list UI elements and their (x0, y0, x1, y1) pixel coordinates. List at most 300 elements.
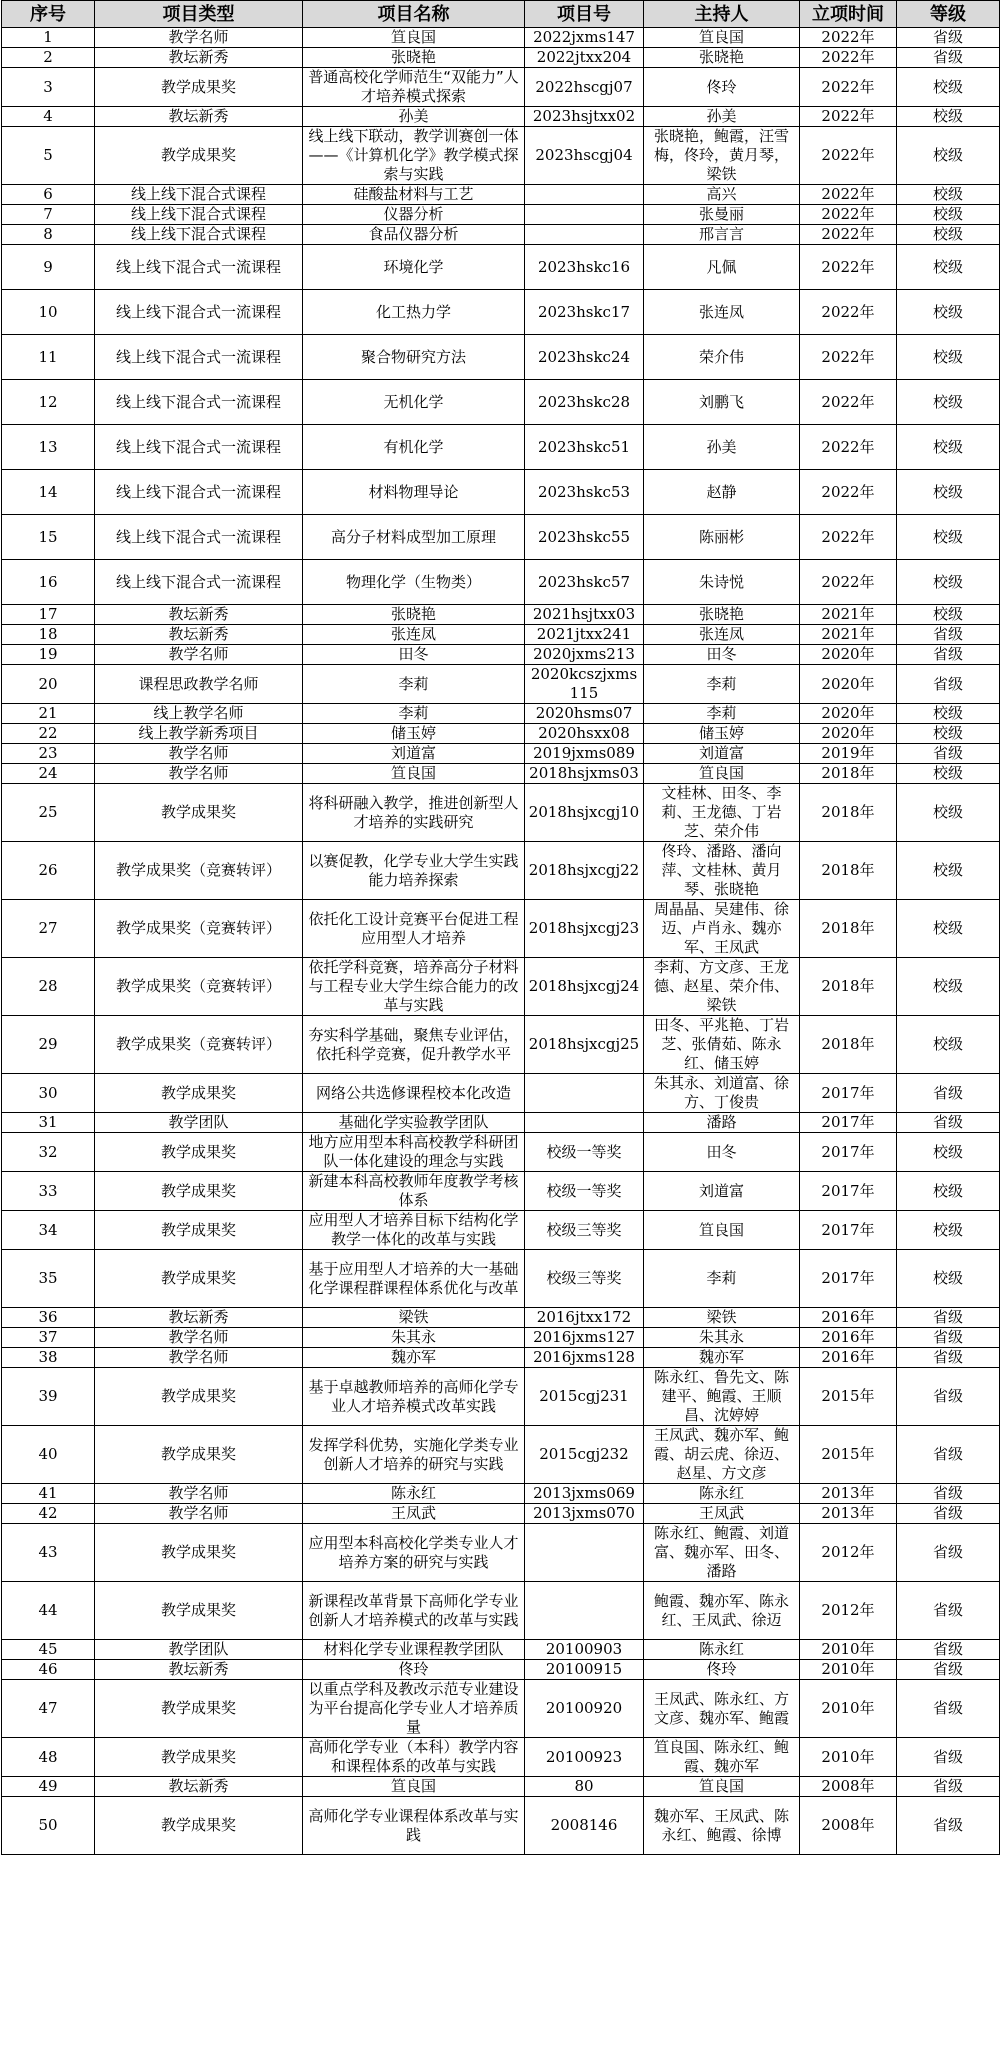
cell-host: 魏亦军 (644, 1348, 800, 1368)
cell-type: 教学成果奖（竞赛转评） (95, 1016, 303, 1074)
cell-index: 28 (2, 958, 95, 1016)
cell-level: 省级 (897, 645, 1000, 665)
cell-year: 2018年 (800, 958, 897, 1016)
table-row (2, 1074, 1000, 1113)
cell-year: 2020年 (800, 704, 897, 724)
cell-level: 校级 (897, 290, 1000, 335)
cell-index: 49 (2, 1777, 95, 1797)
cell-code (525, 1074, 644, 1113)
cell-year: 2022年 (800, 48, 897, 68)
cell-name: 以重点学科及教改示范专业建设为平台提高化学专业人才培养质量 (303, 1680, 525, 1738)
cell-host: 魏亦军、王凤武、陈永红、鲍霞、徐博 (644, 1797, 800, 1855)
table-row (2, 724, 1000, 744)
cell-index: 26 (2, 842, 95, 900)
cell-level: 省级 (897, 1640, 1000, 1660)
cell-index: 35 (2, 1250, 95, 1308)
cell-name: 李莉 (303, 704, 525, 724)
cell-host: 张晓艳 (644, 605, 800, 625)
cell-type: 课程思政教学名师 (95, 665, 303, 704)
cell-type: 线上线下混合式课程 (95, 225, 303, 245)
cell-level: 校级 (897, 470, 1000, 515)
header-year: 立项时间 (800, 1, 897, 28)
cell-level: 校级 (897, 68, 1000, 107)
cell-host: 李莉 (644, 1250, 800, 1308)
cell-level: 校级 (897, 1211, 1000, 1250)
cell-host: 田冬、平兆艳、丁岩芝、张倩茹、陈永红、储玉婷 (644, 1016, 800, 1074)
cell-level: 校级 (897, 842, 1000, 900)
cell-host: 凡佩 (644, 245, 800, 290)
cell-type: 线上线下混合式一流课程 (95, 425, 303, 470)
cell-index: 8 (2, 225, 95, 245)
cell-type: 教学成果奖 (95, 784, 303, 842)
cell-type: 教学成果奖 (95, 127, 303, 185)
cell-index: 32 (2, 1133, 95, 1172)
cell-host: 笪良国 (644, 764, 800, 784)
table-row (2, 127, 1000, 185)
cell-name: 依托学科竞赛，培养高分子材料与工程专业大学生综合能力的改革与实践 (303, 958, 525, 1016)
cell-level: 省级 (897, 1738, 1000, 1777)
cell-type: 教学成果奖 (95, 1250, 303, 1308)
table-row (2, 515, 1000, 560)
cell-year: 2022年 (800, 185, 897, 205)
table-row (2, 1348, 1000, 1368)
cell-index: 2 (2, 48, 95, 68)
cell-host: 文桂林、田冬、李莉、王龙德、丁岩芝、荣介伟 (644, 784, 800, 842)
cell-index: 37 (2, 1328, 95, 1348)
cell-index: 16 (2, 560, 95, 605)
cell-year: 2018年 (800, 784, 897, 842)
cell-host: 张晓艳，鲍霞，汪雪梅，佟玲，黄月琴，梁铁 (644, 127, 800, 185)
cell-host: 刘道富 (644, 1172, 800, 1211)
cell-host: 孙美 (644, 107, 800, 127)
table-row (2, 245, 1000, 290)
cell-name: 发挥学科优势，实施化学类专业创新人才培养的研究与实践 (303, 1426, 525, 1484)
cell-host: 李莉、方文彦、王龙德、赵星、荣介伟、梁铁 (644, 958, 800, 1016)
cell-host: 佟玲 (644, 1660, 800, 1680)
cell-code (525, 185, 644, 205)
cell-host: 王凤武、陈永红、方文彦、魏亦军、鲍霞 (644, 1680, 800, 1738)
cell-name: 魏亦军 (303, 1348, 525, 1368)
cell-year: 2022年 (800, 205, 897, 225)
cell-code: 20100920 (525, 1680, 644, 1738)
table-row (2, 1211, 1000, 1250)
table-row (2, 48, 1000, 68)
table-row (2, 205, 1000, 225)
cell-code (525, 1113, 644, 1133)
table-row (2, 1368, 1000, 1426)
cell-code: 2018hsjxms03 (525, 764, 644, 784)
header-level: 等级 (897, 1, 1000, 28)
cell-type: 教学成果奖 (95, 1368, 303, 1426)
cell-host: 陈永红 (644, 1640, 800, 1660)
table-row (2, 1172, 1000, 1211)
table-row (2, 425, 1000, 470)
table-row (2, 185, 1000, 205)
cell-year: 2017年 (800, 1211, 897, 1250)
cell-host: 陈永红 (644, 1484, 800, 1504)
cell-name: 高分子材料成型加工原理 (303, 515, 525, 560)
table-row (2, 1777, 1000, 1797)
cell-name: 夯实科学基础，聚焦专业评估，依托科学竞赛，促升教学水平 (303, 1016, 525, 1074)
cell-host: 笪良国 (644, 28, 800, 48)
table-row (2, 665, 1000, 704)
cell-year: 2010年 (800, 1680, 897, 1738)
cell-type: 教学成果奖 (95, 1680, 303, 1738)
cell-index: 20 (2, 665, 95, 704)
cell-index: 27 (2, 900, 95, 958)
table-row (2, 900, 1000, 958)
table-row (2, 1113, 1000, 1133)
cell-host: 储玉婷 (644, 724, 800, 744)
cell-type: 线上线下混合式一流课程 (95, 380, 303, 425)
cell-index: 9 (2, 245, 95, 290)
cell-name: 依托化工设计竞赛平台促进工程应用型人才培养 (303, 900, 525, 958)
cell-year: 2017年 (800, 1133, 897, 1172)
cell-host: 笪良国 (644, 1777, 800, 1797)
cell-host: 笪良国 (644, 1211, 800, 1250)
cell-name: 朱其永 (303, 1328, 525, 1348)
cell-name: 梁铁 (303, 1308, 525, 1328)
cell-code: 2021jtxx241 (525, 625, 644, 645)
cell-code: 校级三等奖 (525, 1250, 644, 1308)
cell-index: 41 (2, 1484, 95, 1504)
table-row (2, 335, 1000, 380)
cell-name: 物理化学（生物类） (303, 560, 525, 605)
cell-year: 2012年 (800, 1582, 897, 1640)
table-row (2, 1250, 1000, 1308)
cell-type: 教学成果奖 (95, 68, 303, 107)
cell-level: 校级 (897, 784, 1000, 842)
cell-name: 佟玲 (303, 1660, 525, 1680)
cell-level: 省级 (897, 1368, 1000, 1426)
cell-index: 36 (2, 1308, 95, 1328)
cell-year: 2013年 (800, 1484, 897, 1504)
cell-level: 省级 (897, 744, 1000, 764)
cell-name: 基础化学实验教学团队 (303, 1113, 525, 1133)
cell-index: 45 (2, 1640, 95, 1660)
cell-host: 荣介伟 (644, 335, 800, 380)
cell-year: 2022年 (800, 380, 897, 425)
cell-code: 2018hsjxcgj25 (525, 1016, 644, 1074)
cell-level: 省级 (897, 1797, 1000, 1855)
table-row (2, 625, 1000, 645)
cell-name: 材料化学专业课程教学团队 (303, 1640, 525, 1660)
cell-host: 朱诗悦 (644, 560, 800, 605)
cell-code: 校级一等奖 (525, 1133, 644, 1172)
table-row (2, 28, 1000, 48)
cell-type: 线上线下混合式一流课程 (95, 245, 303, 290)
table-row (2, 1426, 1000, 1484)
cell-host: 朱其永、刘道富、徐方、丁俊贵 (644, 1074, 800, 1113)
cell-year: 2022年 (800, 560, 897, 605)
cell-name: 高师化学专业课程体系改革与实践 (303, 1797, 525, 1855)
table-row (2, 1660, 1000, 1680)
cell-code: 2023hskc24 (525, 335, 644, 380)
cell-type: 教学成果奖 (95, 1738, 303, 1777)
cell-index: 46 (2, 1660, 95, 1680)
cell-name: 笪良国 (303, 1777, 525, 1797)
cell-code: 2020hsms07 (525, 704, 644, 724)
cell-year: 2022年 (800, 470, 897, 515)
cell-name: 将科研融入教学，推进创新型人才培养的实践研究 (303, 784, 525, 842)
cell-type: 线上线下混合式一流课程 (95, 290, 303, 335)
cell-level: 校级 (897, 107, 1000, 127)
cell-name: 新建本科高校教师年度教学考核体系 (303, 1172, 525, 1211)
cell-type: 线上教学新秀项目 (95, 724, 303, 744)
cell-host: 潘路 (644, 1113, 800, 1133)
cell-level: 校级 (897, 704, 1000, 724)
cell-index: 12 (2, 380, 95, 425)
cell-type: 教坛新秀 (95, 1777, 303, 1797)
cell-code: 2023hskc51 (525, 425, 644, 470)
cell-type: 教学名师 (95, 1504, 303, 1524)
cell-type: 教学成果奖 (95, 1133, 303, 1172)
cell-index: 24 (2, 764, 95, 784)
cell-code: 2022jxms147 (525, 28, 644, 48)
cell-host: 张连凤 (644, 625, 800, 645)
cell-level: 省级 (897, 1308, 1000, 1328)
cell-level: 校级 (897, 225, 1000, 245)
cell-type: 教学名师 (95, 645, 303, 665)
cell-host: 李莉 (644, 665, 800, 704)
cell-code: 2016jxms127 (525, 1328, 644, 1348)
cell-index: 39 (2, 1368, 95, 1426)
cell-year: 2010年 (800, 1660, 897, 1680)
table-row (2, 380, 1000, 425)
cell-level: 校级 (897, 205, 1000, 225)
cell-level: 省级 (897, 1426, 1000, 1484)
cell-index: 31 (2, 1113, 95, 1133)
cell-index: 13 (2, 425, 95, 470)
cell-level: 省级 (897, 665, 1000, 704)
cell-name: 以赛促教，化学专业大学生实践能力培养探索 (303, 842, 525, 900)
table-row (2, 645, 1000, 665)
cell-year: 2021年 (800, 625, 897, 645)
cell-name: 网络公共选修课程校本化改造 (303, 1074, 525, 1113)
cell-year: 2010年 (800, 1738, 897, 1777)
cell-level: 省级 (897, 1113, 1000, 1133)
cell-code: 2013jxms070 (525, 1504, 644, 1524)
cell-type: 教学成果奖 (95, 1426, 303, 1484)
cell-index: 15 (2, 515, 95, 560)
cell-level: 校级 (897, 1250, 1000, 1308)
cell-year: 2017年 (800, 1074, 897, 1113)
cell-year: 2022年 (800, 68, 897, 107)
cell-name: 材料物理导论 (303, 470, 525, 515)
cell-type: 教学成果奖 (95, 1524, 303, 1582)
table-row (2, 290, 1000, 335)
table-row (2, 1504, 1000, 1524)
cell-index: 1 (2, 28, 95, 48)
cell-year: 2018年 (800, 1016, 897, 1074)
cell-year: 2022年 (800, 127, 897, 185)
table-row (2, 1582, 1000, 1640)
cell-year: 2018年 (800, 900, 897, 958)
cell-code: 2018hsjxcgj10 (525, 784, 644, 842)
cell-code: 2018hsjxcgj22 (525, 842, 644, 900)
cell-code: 2020hsxx08 (525, 724, 644, 744)
cell-level: 校级 (897, 958, 1000, 1016)
table-row (2, 1328, 1000, 1348)
cell-type: 教坛新秀 (95, 1308, 303, 1328)
cell-code: 2021hsjtxx03 (525, 605, 644, 625)
cell-code: 20100915 (525, 1660, 644, 1680)
cell-name: 刘道富 (303, 744, 525, 764)
cell-code: 2018hsjxcgj24 (525, 958, 644, 1016)
cell-name: 无机化学 (303, 380, 525, 425)
cell-level: 省级 (897, 1582, 1000, 1640)
cell-level: 校级 (897, 724, 1000, 744)
cell-level: 省级 (897, 1777, 1000, 1797)
table-row (2, 470, 1000, 515)
cell-host: 刘鹏飞 (644, 380, 800, 425)
cell-name: 储玉婷 (303, 724, 525, 744)
cell-code: 2022hscgj07 (525, 68, 644, 107)
table-row (2, 1797, 1000, 1855)
cell-level: 省级 (897, 28, 1000, 48)
cell-index: 42 (2, 1504, 95, 1524)
table-row (2, 68, 1000, 107)
cell-host: 朱其永 (644, 1328, 800, 1348)
cell-level: 省级 (897, 1680, 1000, 1738)
cell-index: 47 (2, 1680, 95, 1738)
cell-name: 田冬 (303, 645, 525, 665)
cell-index: 44 (2, 1582, 95, 1640)
projects-table (1, 0, 1000, 1855)
cell-host: 田冬 (644, 645, 800, 665)
cell-type: 线上线下混合式课程 (95, 205, 303, 225)
cell-type: 线上线下混合式一流课程 (95, 470, 303, 515)
cell-level: 校级 (897, 335, 1000, 380)
cell-type: 教坛新秀 (95, 605, 303, 625)
table-row (2, 842, 1000, 900)
table-row (2, 1640, 1000, 1660)
cell-level: 校级 (897, 900, 1000, 958)
cell-level: 校级 (897, 764, 1000, 784)
cell-level: 省级 (897, 1328, 1000, 1348)
cell-index: 17 (2, 605, 95, 625)
cell-level: 省级 (897, 1484, 1000, 1504)
cell-code: 2023hscgj04 (525, 127, 644, 185)
cell-level: 省级 (897, 625, 1000, 645)
table-row (2, 107, 1000, 127)
cell-host: 田冬 (644, 1133, 800, 1172)
cell-year: 2020年 (800, 665, 897, 704)
cell-year: 2013年 (800, 1504, 897, 1524)
cell-year: 2008年 (800, 1797, 897, 1855)
cell-host: 周晶晶、吴建伟、徐迈、卢肖永、魏亦军、王凤武 (644, 900, 800, 958)
cell-code: 20100923 (525, 1738, 644, 1777)
cell-name: 张连凤 (303, 625, 525, 645)
cell-code: 2019jxms089 (525, 744, 644, 764)
cell-code: 2023hsjtxx02 (525, 107, 644, 127)
cell-level: 校级 (897, 380, 1000, 425)
cell-code: 2023hskc16 (525, 245, 644, 290)
cell-year: 2016年 (800, 1328, 897, 1348)
cell-code: 2023hskc55 (525, 515, 644, 560)
cell-type: 教学团队 (95, 1113, 303, 1133)
cell-level: 省级 (897, 1348, 1000, 1368)
header-type: 项目类型 (95, 1, 303, 28)
table-row (2, 704, 1000, 724)
cell-level: 校级 (897, 560, 1000, 605)
cell-index: 4 (2, 107, 95, 127)
cell-index: 23 (2, 744, 95, 764)
cell-host: 张晓艳 (644, 48, 800, 68)
cell-level: 省级 (897, 48, 1000, 68)
cell-code: 2023hskc17 (525, 290, 644, 335)
cell-code: 2020kcszjxms115 (525, 665, 644, 704)
cell-type: 线上线下混合式一流课程 (95, 560, 303, 605)
table-row (2, 1680, 1000, 1738)
cell-code (525, 1524, 644, 1582)
cell-code: 20100903 (525, 1640, 644, 1660)
cell-type: 教坛新秀 (95, 625, 303, 645)
cell-code (525, 1582, 644, 1640)
cell-name: 应用型本科高校化学类专业人才培养方案的研究与实践 (303, 1524, 525, 1582)
cell-year: 2017年 (800, 1250, 897, 1308)
table-row (2, 1524, 1000, 1582)
cell-year: 2018年 (800, 764, 897, 784)
cell-name: 仪器分析 (303, 205, 525, 225)
cell-index: 30 (2, 1074, 95, 1113)
cell-type: 教学名师 (95, 28, 303, 48)
cell-host: 笪良国、陈永红、鲍霞、魏亦军 (644, 1738, 800, 1777)
cell-level: 省级 (897, 1504, 1000, 1524)
cell-year: 2020年 (800, 645, 897, 665)
cell-index: 50 (2, 1797, 95, 1855)
cell-host: 梁铁 (644, 1308, 800, 1328)
cell-index: 18 (2, 625, 95, 645)
cell-name: 普通高校化学师范生“双能力”人才培养模式探索 (303, 68, 525, 107)
cell-host: 鲍霞、魏亦军、陈永红、王凤武、徐迈 (644, 1582, 800, 1640)
cell-code: 2018hsjxcgj23 (525, 900, 644, 958)
cell-type: 教学成果奖 (95, 1797, 303, 1855)
cell-name: 环境化学 (303, 245, 525, 290)
cell-level: 省级 (897, 1660, 1000, 1680)
header-index: 序号 (2, 1, 95, 28)
cell-index: 29 (2, 1016, 95, 1074)
cell-name: 陈永红 (303, 1484, 525, 1504)
cell-code: 2015cgj232 (525, 1426, 644, 1484)
cell-year: 2016年 (800, 1348, 897, 1368)
cell-host: 赵静 (644, 470, 800, 515)
table-row (2, 1738, 1000, 1777)
cell-host: 刘道富 (644, 744, 800, 764)
cell-code: 2020jxms213 (525, 645, 644, 665)
cell-index: 11 (2, 335, 95, 380)
cell-host: 张连凤 (644, 290, 800, 335)
cell-name: 张晓艳 (303, 48, 525, 68)
cell-year: 2022年 (800, 335, 897, 380)
table-row (2, 225, 1000, 245)
cell-level: 校级 (897, 1016, 1000, 1074)
cell-level: 校级 (897, 1133, 1000, 1172)
cell-index: 22 (2, 724, 95, 744)
cell-name: 基于卓越教师培养的高师化学专业人才培养模式改革实践 (303, 1368, 525, 1426)
cell-index: 38 (2, 1348, 95, 1368)
cell-name: 应用型人才培养目标下结构化学教学一体化的改革与实践 (303, 1211, 525, 1250)
cell-type: 教学成果奖（竞赛转评） (95, 842, 303, 900)
cell-host: 李莉 (644, 704, 800, 724)
cell-host: 陈永红、鲍霞、刘道富、魏亦军、田冬、潘路 (644, 1524, 800, 1582)
cell-year: 2022年 (800, 28, 897, 48)
cell-name: 线上线下联动，教学训赛创一体——《计算机化学》教学模式探索与实践 (303, 127, 525, 185)
cell-host: 孙美 (644, 425, 800, 470)
table-row (2, 958, 1000, 1016)
header-host: 主持人 (644, 1, 800, 28)
cell-host: 佟玲、潘路、潘向萍、文桂林、黄月琴、张晓艳 (644, 842, 800, 900)
